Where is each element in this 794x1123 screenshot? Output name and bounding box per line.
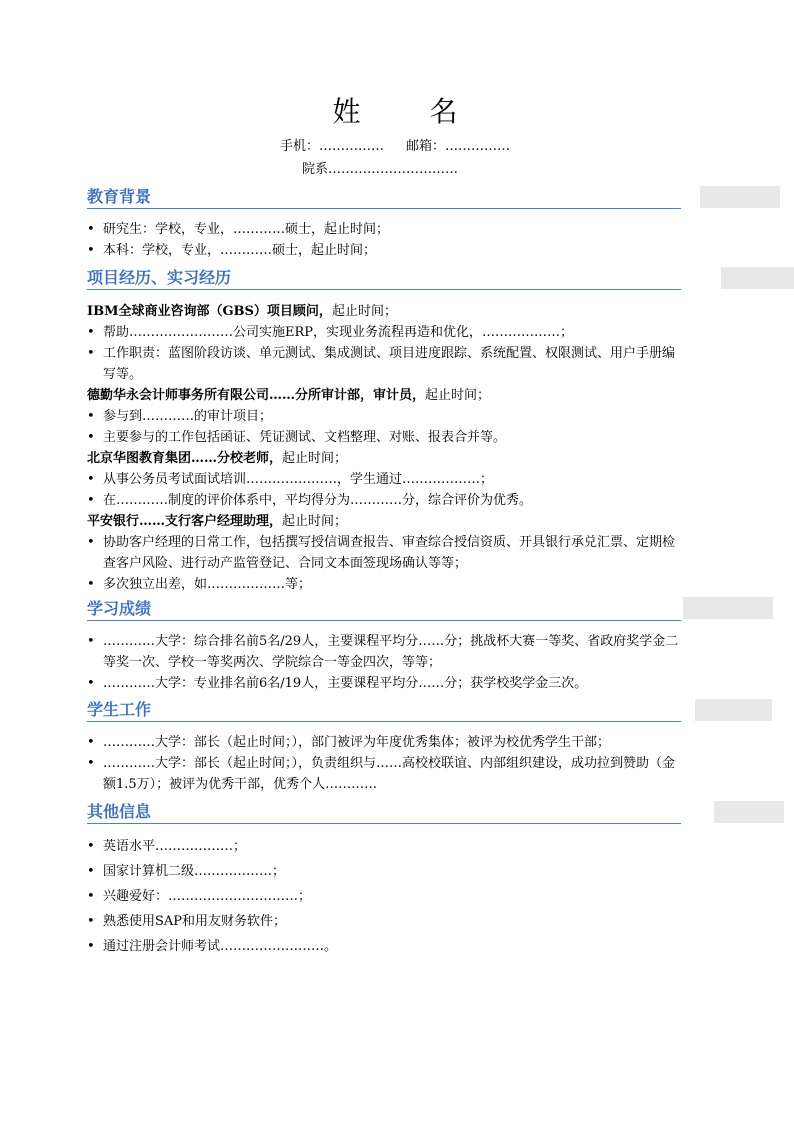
list-item: • …………大学：综合排名前5名/29人，主要课程平均分……分；挑战杯大赛一等奖、省政府奖学金二等奖一次、学校一等奖两次、学院综合一等金四次，等等；: [87, 631, 681, 673]
education-section: [87, 187, 681, 261]
project-heading-title: 德勤华永会计师事务所有限公司……分所审计部，审计员，: [87, 388, 426, 403]
list-item: • 本科：学校，专业，…………硕士，起止时间；: [87, 240, 681, 261]
list-item: • 主要参与的工作包括函证、凭证测试、文档整理、对账、报表合并等。: [87, 427, 681, 448]
project-heading: [87, 385, 681, 406]
contact-line: [0, 135, 790, 154]
email-text: 邮箱：……………: [406, 139, 511, 154]
grades-title: 学习成绩: [87, 599, 681, 621]
other-section: [87, 802, 681, 959]
projects-title: 项目经历、实习经历: [87, 268, 681, 290]
list-item: • …………大学：部长（起止时间；），负责组织与……高校校联谊、内部组织建设，成功拉到赞助（金额1.5万）；被评为优秀干部，优秀个人…………: [87, 753, 681, 795]
list-item: • 工作职责：蓝图阶段访谈、单元测试、集成测试、项目进度跟踪、系统配置、权限测试、用户手册编写等。: [87, 343, 681, 385]
list-item: • 国家计算机二级………………；: [87, 859, 681, 884]
project-heading-title: 北京华图教育集团……分校老师，: [87, 451, 283, 466]
list-item: • 兴趣爱好：…………………………；: [87, 884, 681, 909]
projects-section: [87, 268, 681, 595]
project-heading: [87, 448, 681, 469]
department-text: 院系…………………………: [301, 162, 458, 177]
other-title: 其他信息: [87, 802, 681, 824]
project-heading-time: 起止时间；: [282, 451, 348, 466]
list-item: • 多次独立出差，如………………等；: [87, 574, 681, 595]
list-item: • 英语水平………………；: [87, 834, 681, 859]
gray-block-student-work: [695, 699, 772, 721]
project-heading: [87, 301, 681, 322]
gray-block-other: [714, 801, 784, 823]
gray-block-education: [700, 186, 780, 208]
list-item: • 熟悉使用SAP和用友财务软件；: [87, 909, 681, 934]
grades-section: [87, 599, 681, 694]
list-item: • 参与到…………的审计项目；: [87, 406, 681, 427]
list-item: • …………大学：部长（起止时间；），部门被评为年度优秀集体；被评为校优秀学生干部；: [87, 732, 681, 753]
resume-name: 姓 名: [332, 95, 488, 128]
list-item: • …………大学：专业排名前6名/19人，主要课程平均分……分；获学校奖学金三次。: [87, 673, 681, 694]
list-item: • 研究生：学校，专业，…………硕士，起止时间；: [87, 219, 681, 240]
phone-text: 手机：……………: [279, 139, 384, 154]
list-item: • 从事公务员考试面试培训…………………，学生通过………………；: [87, 469, 681, 490]
list-item: • 协助客户经理的日常工作，包括撰写授信调查报告、审查综合授信资质、开具银行承兑汇票、定期检查客户风险、进行动产监管登记、合同文本面签现场确认等等；: [87, 532, 681, 574]
gray-block-projects: [721, 267, 794, 289]
student-work-section: [87, 700, 681, 795]
project-heading-time: 起止时间；: [331, 304, 397, 319]
student-work-title: 学生工作: [87, 700, 681, 722]
list-item: • 在…………制度的评价体系中，平均得分为…………分，综合评价为优秀。: [87, 490, 681, 511]
project-heading-title: IBM全球商业咨询部（GBS）项目顾问，: [87, 304, 332, 319]
project-heading: [87, 511, 681, 532]
gray-block-grades: [683, 597, 773, 619]
project-heading-title: 平安银行……支行客户经理助理，: [87, 514, 283, 529]
list-item: • 通过注册会计师考试……………………。: [87, 934, 681, 959]
list-item: • 帮助……………………公司实施ERP，实现业务流程再造和优化，………………；: [87, 322, 681, 343]
project-heading-time: 起止时间；: [425, 388, 491, 403]
education-title: 教育背景: [87, 187, 681, 209]
project-heading-time: 起止时间；: [282, 514, 348, 529]
